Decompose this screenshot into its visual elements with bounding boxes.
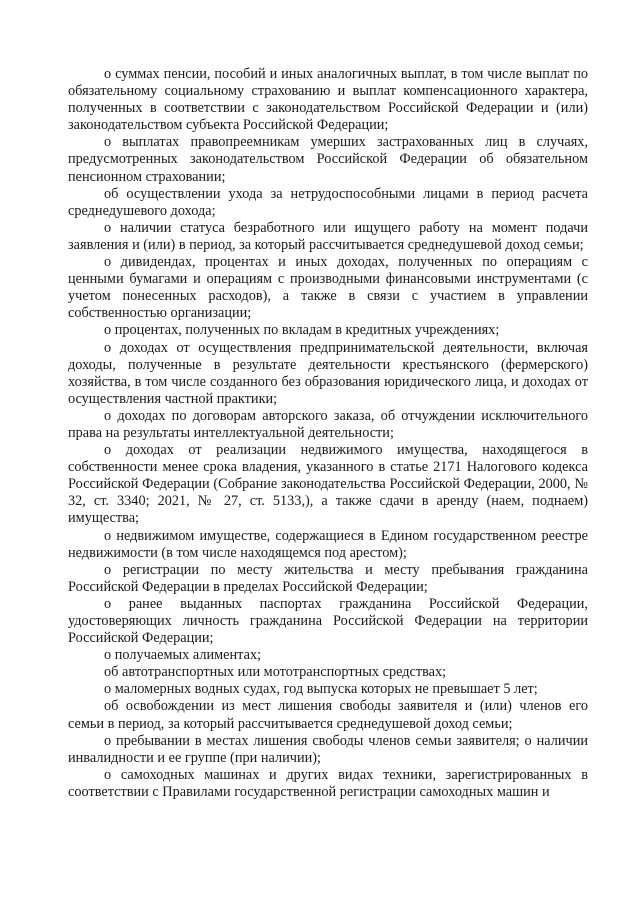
paragraph-deposit-interest: о процентах, полученных по вкладам в кредитных учреждениях;: [104, 322, 500, 339]
paragraph-dividends: о дивидендах, процентах и иных доходах, полученных по операциям с ценными бумагами и операциям с производными финансовыми инструментами (с учетом понесенных расходов), а также в связи с участием в управлении собственностью организации;: [68, 254, 588, 322]
paragraph-residence-registration: о регистрации по месту жительства и месту пребывания гражданина Российской Федерации в пределах Российской Федерации;: [68, 561, 588, 595]
paragraph-release-from-prison: об освобождении из мест лишения свободы заявителя и (или) членов его семьи в период, за который рассчитывается среднедушевой доход семьи;: [68, 698, 588, 732]
paragraph-previous-passports: о ранее выданных паспортах гражданина Российской Федерации, удостоверяющих личность гражданина Российской Федерации на территории Российской Федерации;: [68, 595, 588, 647]
paragraph-self-propelled-machines: о самоходных машинах и других видах техники, зарегистрированных в соответствии с Правилами государственной регистрации самоходных машин и: [68, 766, 588, 800]
paragraph-care-for-disabled: об осуществлении ухода за нетрудоспособными лицами в период расчета среднедушевого дохода;: [68, 185, 588, 219]
paragraph-real-estate-sale: о доходах от реализации недвижимого имущества, находящегося в собственности менее срока владения, указанного в статье 2171 Налогового кодекса Российской Федерации (Собрание законодательства Российской Федерации, 2000, № 32, ст. 3340; 2021, № 27, ст. 5133,), а также сдачи в аренду (наем, поднаем) имущества;: [68, 442, 588, 527]
paragraph-real-estate-registry: о недвижимом имуществе, содержащиеся в Едином государственном реестре недвижимости (в том числе находящемся под арестом);: [68, 527, 588, 561]
paragraph-alimony: о получаемых алиментах;: [104, 647, 262, 664]
paragraph-vehicles: об автотранспортных или мототранспортных средствах;: [104, 664, 447, 681]
paragraph-imprisonment-disability: о пребывании в местах лишения свободы членов семьи заявителя; о наличии инвалидности и ее группе (при наличии);: [68, 732, 588, 766]
paragraph-small-vessels: о маломерных водных судах, год выпуска которых не превышает 5 лет;: [104, 681, 538, 698]
document-body: [68, 66, 588, 801]
paragraph-business-income: о доходах от осуществления предпринимательской деятельности, включая доходы, полученные в результате деятельности крестьянского (фермерского) хозяйства, в том числе созданного без образования юридического лица, и доходах от осуществления частной практики;: [68, 339, 588, 407]
paragraph-successor-payments: о выплатах правопреемникам умерших застрахованных лиц в случаях, предусмотренных законодательством Российской Федерации об обязательном пенсионном страховании;: [68, 134, 588, 185]
paragraph-author-contracts: о доходах по договорам авторского заказа, об отчуждении исключительного права на результаты интеллектуальной деятельности;: [68, 407, 588, 441]
paragraph-unemployed-status: о наличии статуса безработного или ищущего работу на момент подачи заявления и (или) в период, за который рассчитывается среднедушевой доход семьи;: [68, 219, 588, 253]
paragraph-pension-payments: о суммах пенсии, пособий и иных аналогичных выплат, в том числе выплат по обязательному социальному страхованию и выплат компенсационного характера, полученных в соответствии с законодательством Российской Федерации и (или) законодательством субъекта Российской Федерации;: [68, 66, 588, 134]
